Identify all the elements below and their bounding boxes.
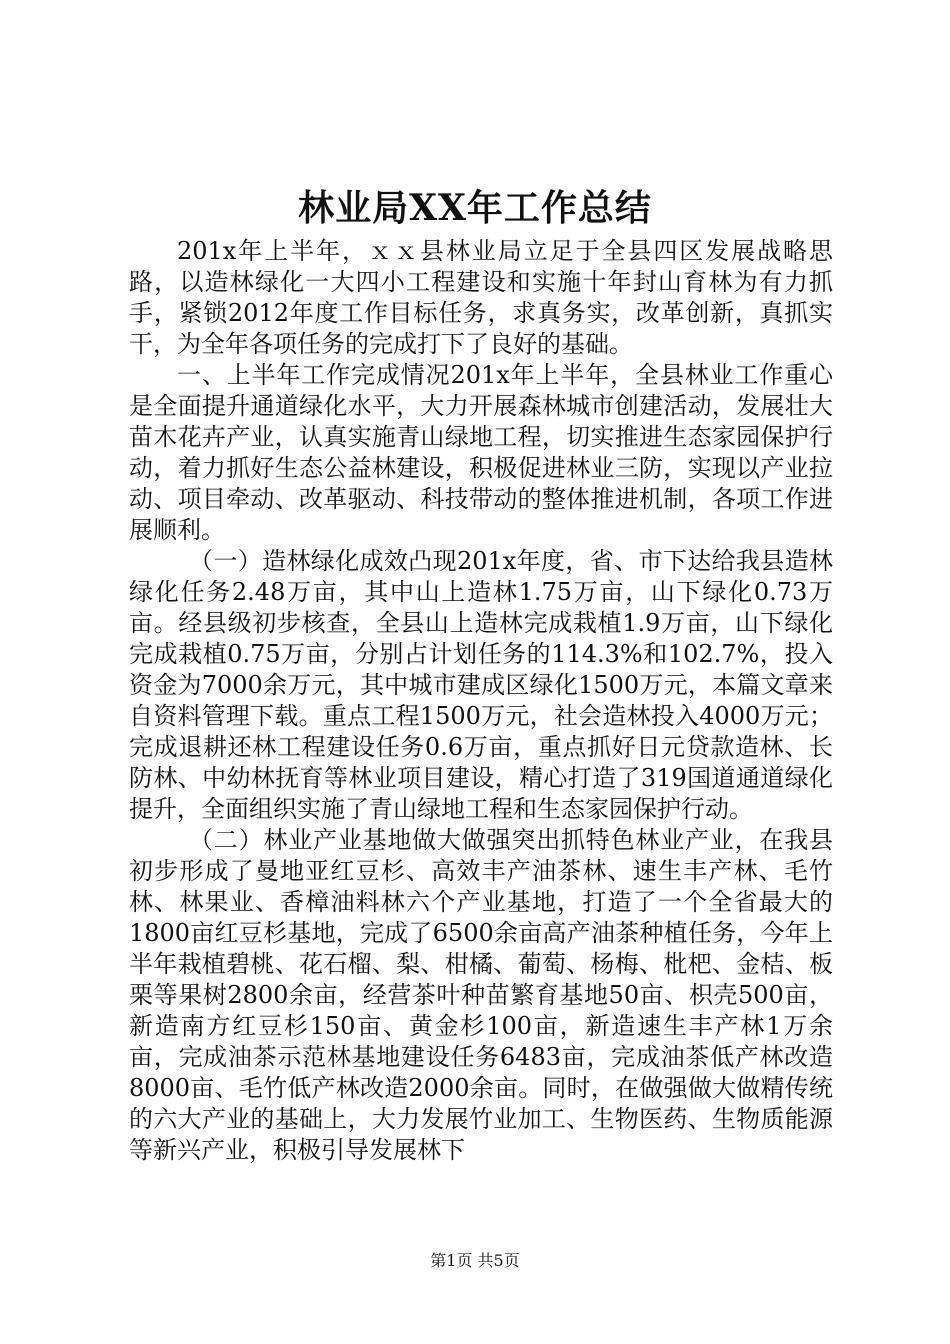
document-title: 林业局XX年工作总结: [298, 187, 652, 229]
paragraph-intro: 201x年上半年，ｘｘ县林业局立足于全县四区发展战略思路，以造林绿化一大四小工程建设和实施十年封山育林为有力抓手，紧锁2012年度工作目标任务，求真务实，改革创新，真抓实干，为全年各项任务的完成打下了良好的基础。: [129, 237, 833, 358]
paragraph-subsection-2: （二）林业产业基地做大做强突出抓特色林业产业，在我县初步形成了曼地亚红豆杉、高效丰产油茶林、速生丰产林、毛竹林、林果业、香樟油料林六个产业基地，打造了一个全省最大的1800亩红豆杉基地，完成了6500余亩高产油茶种植任务，今年上半年栽植碧桃、花石榴、梨、柑橘、葡萄、杨梅、枇杷、金桔、板栗等果树2800余亩，经营茶叶种苗繁育基地50亩、枳壳500亩，新造南方红豆杉150亩、黄金杉100亩，新造速生丰产林1万余亩，完成油茶示范林基地建设任务6483亩，完成油茶低产林改造8000亩、毛竹低产林改造2000余亩。同时，在做强做大做精传统的六大产业的基础上，大力发展竹业加工、生物医药、生物质能源等新兴产业，积极引导发展林下: [129, 826, 833, 1164]
paragraph-subsection-1: （一）造林绿化成效凸现201x年度，省、市下达给我县造林绿化任务2.48万亩，其中山上造林1.75万亩，山下绿化0.73万亩。经县级初步核查，全县山上造林完成栽植1.9万亩，山下绿化完成栽植0.75万亩，分别占计划任务的114.3%和102.7%，投入资金为7000余万元，其中城市建成区绿化1500万元，本篇文章来自资料管理下载。重点工程1500万元，社会造林投入4000万元；完成退耕还林工程建设任务0.6万亩，重点抓好日元贷款造林、长防林、中幼林抚育等林业项目建设，精心打造了319国道通道绿化提升，全面组织实施了青山绿地工程和生态家园保护行动。: [129, 547, 833, 823]
document-body: [129, 236, 833, 1166]
page-footer: 第1页 共5页: [430, 1251, 520, 1270]
paragraph-section-1: 一、上半年工作完成情况201x年上半年，全县林业工作重心是全面提升通道绿化水平，大力开展森林城市创建活动，发展壮大苗木花卉产业，认真实施青山绿地工程，切实推进生态家园保护行动，着力抓好生态公益林建设，积极促进林业三防，实现以产业拉动、项目牵动、改革驱动、科技带动的整体推进机制，各项工作进展顺利。: [129, 361, 833, 544]
